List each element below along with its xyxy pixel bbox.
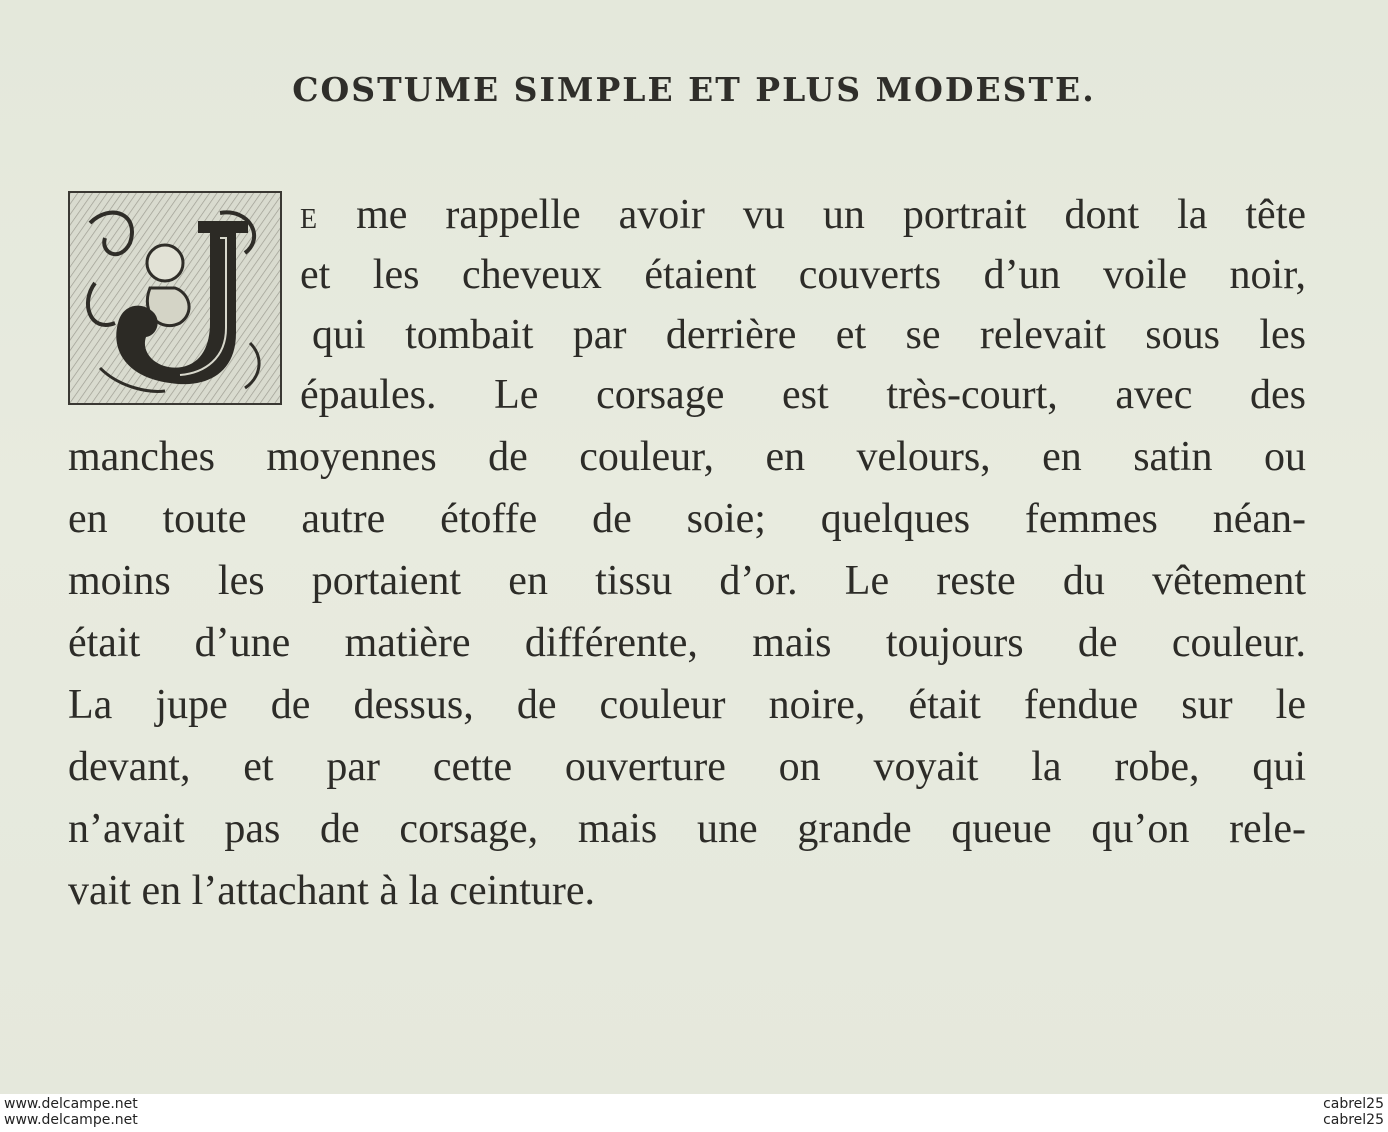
text-line-12: vait en l’attachant à la ceinture. <box>68 868 596 914</box>
first-line-text: me rappelle avoir vu un portrait dont la tête <box>318 192 1306 238</box>
text-line-3: qui tombait par derrière et se relevait sous les <box>312 312 1306 358</box>
watermark-right <box>1323 1096 1384 1128</box>
text-line-7: moins les portaient en tissu d’or. Le reste du vêtement <box>68 558 1306 604</box>
text-line-8: était d’une matière différente, mais toujours de couleur. <box>68 620 1306 666</box>
first-line-smallcaps: E <box>300 204 319 235</box>
text-line-1 <box>300 194 1306 236</box>
watermark-site: www.delcampe.net <box>4 1096 138 1112</box>
text-line-4: épaules. Le corsage est très-court, avec des <box>300 372 1306 418</box>
watermark-bar <box>0 1094 1388 1132</box>
drop-cap-illustration <box>70 193 280 403</box>
text-line-5: manches moyennes de couleur, en velours, en satin ou <box>68 434 1306 480</box>
page-heading: COSTUME SIMPLE ET PLUS MODESTE. <box>292 70 1096 109</box>
watermark-site: www.delcampe.net <box>4 1112 138 1128</box>
text-line-6: en toute autre étoffe de soie; quelques femmes néan- <box>68 496 1306 542</box>
text-line-9: La jupe de dessus, de couleur noire, était fendue sur le <box>68 682 1306 728</box>
text-line-10: devant, et par cette ouverture on voyait la robe, qui <box>68 744 1306 790</box>
watermark-left <box>4 1096 138 1128</box>
watermark-seller: cabrel25 <box>1323 1096 1384 1112</box>
watermark-seller: cabrel25 <box>1323 1112 1384 1128</box>
text-line-11: n’avait pas de corsage, mais une grande queue qu’on rele- <box>68 806 1306 852</box>
ornamental-drop-cap <box>68 191 282 405</box>
text-line-2: et les cheveux étaient couverts d’un voile noir, <box>300 252 1306 298</box>
